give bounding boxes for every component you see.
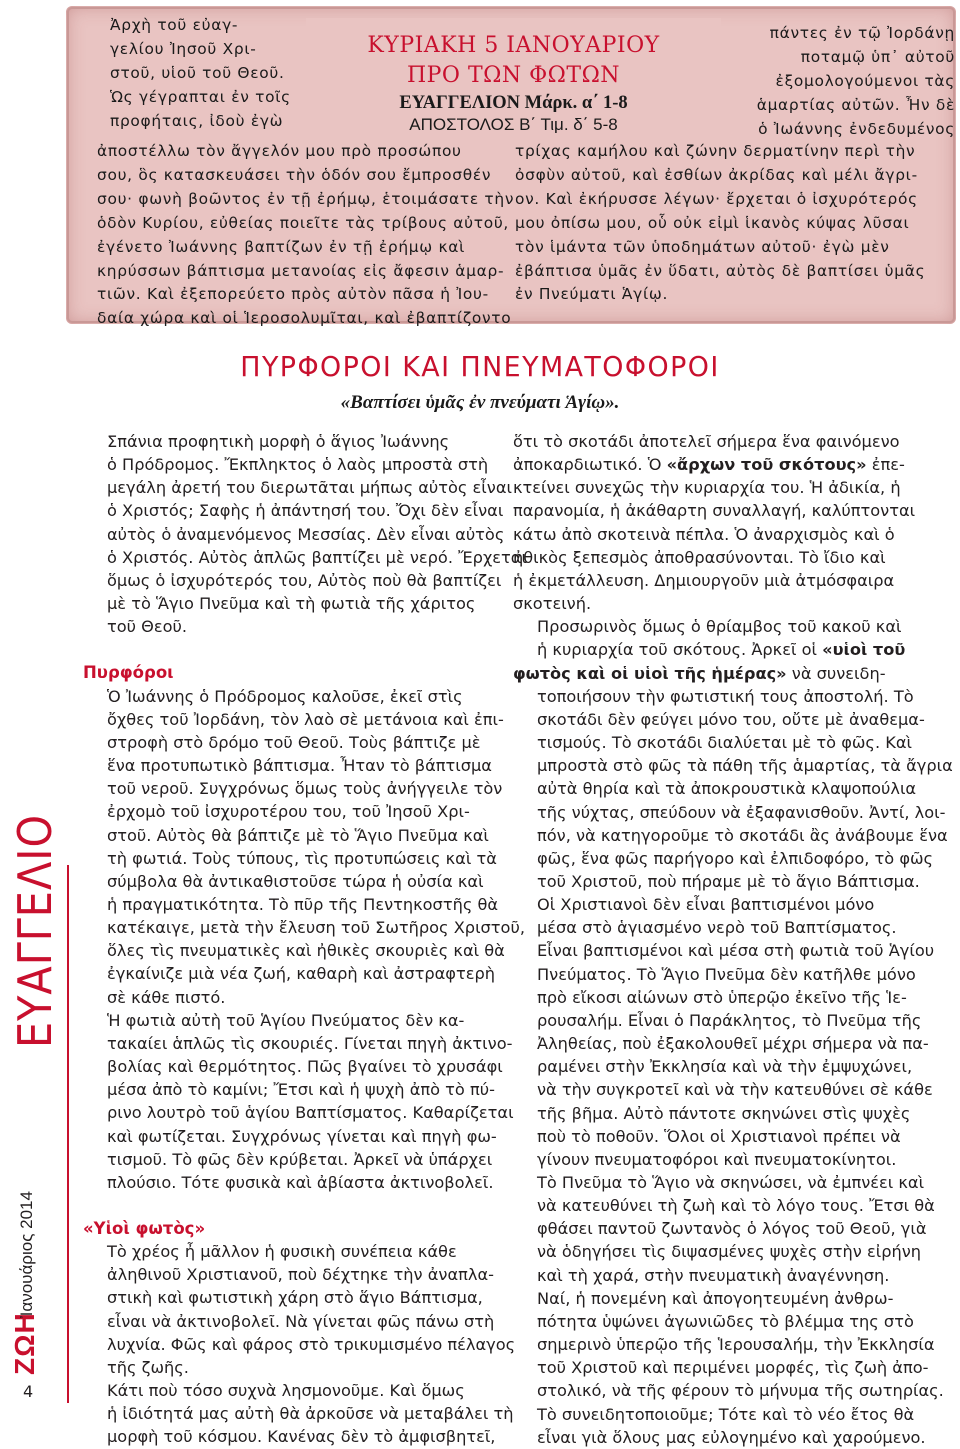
text-line: τισμούς. Τὸ σκοτάδι διαλύεται μὲ τὸ φῶς. Καὶ	[537, 733, 912, 753]
text-line: κηρύσσων βάπτισμα μετανοίας εἰς ἄφεσιν ἁμαρ-	[97, 261, 505, 280]
text-line: κτείνει συνεχῶς τὴν κυριαρχία του. Ἡ ἀδικία, ἡ	[513, 478, 901, 498]
text-line: προφήταις, ἰδοὺ ἐγὼ	[110, 111, 284, 130]
text-line: κατέκαιγε, μετὰ τὴν ἔλευση τοῦ Σωτῆρος Χριστοῦ,	[107, 918, 525, 938]
text-line: τῆς νύχτας, σπεύδουν νὰ ἐξαφανισθοῦν. Ἀντί, λοι-	[537, 802, 946, 822]
text-line: Ὁ Ἰωάννης ὁ Πρόδρομος καλοῦσε, ἐκεῖ στὶς	[107, 686, 463, 706]
apostle-reference: ΑΠΟΣΤΟΛΟΣ Β΄ Τιμ. δ΄ 5-8	[409, 115, 618, 134]
text-line: ἠθικὸς ξεπεσμὸς ἀποθρασύνονται. Τὸ ἴδιο καὶ	[513, 547, 886, 567]
text-line: Σπάνια προφητικὴ μορφὴ ὁ ἅγιος Ἰωάννης	[107, 432, 450, 451]
text-line: τρίχας καμήλου καὶ ζώνην δερματίνην περὶ τὴν	[515, 142, 916, 160]
text-line: τισμοῦ. Τὸ φῶς δὲν κρύβεται. Ἀρκεῖ νὰ ὑπάρχει	[107, 1149, 493, 1169]
text-line: ἡ ἐκμετάλλευση. Δημιουργοῦν μιὰ ἀτμόσφαιρα	[513, 570, 895, 590]
text-line: Εἶναι βαπτισμένοι καὶ μέσα στὴ φωτιὰ τοῦ Ἁγίου	[537, 941, 935, 961]
text-line: στοῦ. Αὐτὸς θὰ βάπτιζε μὲ τὸ Ἅγιο Πνεῦμα καὶ	[107, 825, 489, 845]
text-line: ραμένει στὴν Ἐκκλησία καὶ νὰ τὴν ἐμψυχώνει,	[537, 1057, 913, 1077]
text-line: ἐγκαίνιζε μιὰ νέα ζωή, καθαρὴ καὶ ἀστραφτερὴ	[107, 964, 495, 984]
text-line: ἡ πραγματικότητα. Τὸ πῦρ τῆς Πεντηκοστῆς θὰ	[107, 894, 499, 914]
text-line: ὁ Χριστός; Σαφὴς ἡ ἀπάντησή του. Ὄχι δὲν εἶναι	[107, 501, 504, 521]
paragraph	[83, 1240, 516, 1379]
text-line: τοῦ Χριστοῦ καὶ περιμένει μορφές, τὶς ζωὴ ἀπο-	[537, 1358, 929, 1378]
page-number: 4	[23, 1382, 34, 1401]
gospel-reference: ΕΥΑΓΓΕΛΙΟΝ Μάρκ. α΄ 1-8	[399, 93, 628, 113]
text-line: μπροστὰ στὸ φῶς τὰ πάθη τῆς ἁμαρτίας, τὰ ἄγρια	[537, 756, 953, 776]
text-line: τὸν ἱμάντα τῶν ὑποδημάτων αὐτοῦ· ἐγὼ μὲν	[515, 237, 890, 256]
text-line: Τὸ Πνεῦμα τὸ Ἅγιο νὰ σκηνώσει, νὰ ἐμπνέει καὶ	[537, 1173, 925, 1192]
text-line: εἶναι νὰ ἀκτινοβολεῖ. Νὰ γίνεται φῶς πάνω στὴ	[107, 1311, 495, 1331]
text-line: νὰ τὴν συγκροτεῖ καὶ νὰ τὴν κατευθύνει σὲ κάθε	[537, 1080, 933, 1100]
text-line: ἕνα προτυπωτικὸ βάπτισμα. Ἦταν τὸ βάπτισμα	[107, 756, 492, 776]
text-line: ὁδὸν Κυρίου, εὐθείας ποιεῖτε τὰς τρίβους αὐτοῦ,	[97, 213, 510, 232]
text-line: ἀποστέλλω τὸν ἄγγελόν μου πρὸ προσώπου	[97, 142, 462, 160]
text-line: Οἱ Χριστιανοὶ δὲν εἶναι βαπτισμένοι μόνο	[537, 895, 875, 915]
text-line: σκοτάδι δὲν φεύγει μόνο του, οὔτε μὲ ἀναθεμα-	[537, 709, 925, 729]
text-line: νὰ ὁδηγήσει τὶς διψασμένες ψυχὲς στὴν εἰρήνη	[537, 1242, 922, 1262]
text-line: φθάσει παντοῦ ζωντανὸς ὁ λόγος τοῦ Θεοῦ, γιὰ	[537, 1219, 927, 1239]
text-line: ρινο λουτρὸ τοῦ ἁγίου Βαπτίσματος. Καθαρίζεται	[107, 1103, 514, 1123]
text-line: φῶς, ἕνα φῶς παρήγορο καὶ ἐλπιδοφόρο, τὸ φῶς	[537, 848, 934, 868]
text-line: γίνουν πνευματοφόροι καὶ πνευματοκίνητοι.	[537, 1149, 897, 1169]
text-line: Ὡς γέγραπται ἐν τοῖς	[110, 87, 291, 106]
text-line: πόν, νὰ κατηγοροῦμε τὸ σκοτάδι ἂς ἀνάβουμε ἕνα	[537, 825, 948, 845]
text-line: Κάτι ποὺ τόσο συχνὰ λησμονοῦμε. Καὶ ὅμως	[107, 1381, 465, 1401]
text-line: ὁ Ἰωάννης ἐνδεδυμένος	[758, 119, 955, 138]
sidebar-rule	[67, 865, 69, 1403]
text-line: τῆς ζωῆς.	[107, 1357, 189, 1377]
paragraph	[83, 685, 525, 1009]
text-line: τιῶν. Καὶ ἐξεπορεύετο πρὸς αὐτὸν πᾶσα ἡ Ἰου-	[97, 285, 489, 304]
section-label: ΕΥΑΓΓΕΛΙΟ	[8, 813, 62, 1048]
text-line: πάντες ἐν τῷ Ἰορδάνῃ	[769, 24, 955, 42]
text-line: Ἀληθείας, ποὺ ἐξακολουθεῖ μέχρι σήμερα νὰ πα-	[537, 1034, 929, 1054]
paragraph: ὅτι τὸ σκοτάδι ἀποτελεῖ σήμερα ἕνα φαινόμενο ἀποκαρδιωτικό. Ὁ «ἄρχων τοῦ σκότους» ἐπε- κτείνει συνεχῶς τὴν κυριαρχία του. Ἡ ἀδικία, ἡ παρανομία, ἡ ἀκάθαρτη συναλλαγή, καλύπτονται κάτω ἀπὸ σκοτεινὰ πέπλα. Ὁ ἀναρχισμὸς καὶ ὁ ἠθικὸς ξεπεσμὸς ἀποθρασύνονται. Τὸ ἴδιο καὶ ἡ ἐκμετάλλευση. Δημιουργοῦν μιὰ ἀτμόσφαιρα σκοτεινή.	[513, 430, 943, 615]
issue-date: Ἰανουάριος 2014	[17, 1191, 36, 1318]
paragraph	[513, 1287, 943, 1449]
text-line: τοῦ Χριστοῦ, ποὺ πήραμε μὲ τὸ ἅγιο Βάπτισμα.	[537, 871, 920, 891]
subheading-sons-of-light: «Υἱοὶ φωτὸς»	[83, 1219, 206, 1238]
subheading-pyrfoροι: Πυρφόροι	[83, 663, 174, 683]
paragraph	[513, 615, 953, 893]
text-line: μέσα ἀπὸ τὸ καμίνι; Ἔτσι καὶ ἡ ψυχὴ ἀπὸ τὸ πύ-	[107, 1080, 495, 1100]
text-line: ὁ Χριστός. Αὐτὸς ἁπλῶς βαπτίζει μὲ νερό. Ἔρχεται	[107, 547, 527, 567]
text-line: ον. Καὶ ἐκήρυσσε λέγων· ἔρχεται ὁ ἰσχυρότερός	[515, 189, 918, 208]
text-line: στολικό, νὰ τῆς φέρουν τὸ μήνυμα τῆς σωτηρίας.	[537, 1381, 944, 1401]
text-line: ὄχθες τοῦ Ἰορδάνη, τὸν λαὸ σὲ μετάνοια καὶ ἐπι-	[107, 709, 504, 729]
article-title: ΠΥΡΦΟΡΟΙ ΚΑΙ ΠΝΕΥΜΑΤΟΦΟΡΟΙ	[240, 350, 720, 383]
text-line: τῆς βῆμα. Αὐτὸ πάντοτε σκηνώνει στὶς ψυχὲς	[537, 1103, 911, 1123]
text-line: μου ὀπίσω μου, οὗ οὐκ εἰμὶ ἱκανὸς κύψας λῦσαι	[515, 213, 910, 232]
text-line: σου, ὃς κατασκευάσει τὴν ὁδόν σου ἔμπροσθέν	[97, 165, 492, 184]
text-line: Ἀρχὴ τοῦ εὐαγ-	[110, 16, 239, 34]
text-line: μέσα στὸ ἁγιασμένο νερὸ τοῦ Βαπτίσματος.	[537, 918, 897, 938]
text-line: Τὸ χρέος ἦ μᾶλλον ἡ φυσικὴ συνέπεια κάθε	[107, 1242, 457, 1262]
text-line: στικὴ καὶ φωτιστικὴ χάρη στὸ ἅγιο Βάπτισμα,	[107, 1288, 483, 1308]
text-line: βολίας καὶ θερμότητος. Πῶς βγαίνει τὸ χρυσάφι	[107, 1057, 503, 1077]
article-subtitle: «Βαπτίσει ὑμᾶς ἐν πνεύματι Ἁγίῳ».	[340, 392, 620, 413]
text-line: δαία χώρα καὶ οἱ Ἱεροσολυμῖται, καὶ ἐβαπτίζοντο	[97, 309, 512, 328]
reading-feast-title: ΠΡΟ ΤΩΝ ΦΩΤΩΝ	[406, 63, 621, 88]
text-line: ρουσαλήμ. Εἶναι ὁ Παράκλητος, τὸ Πνεῦμα τῆς	[537, 1010, 922, 1030]
text-line: καὶ φωτίζεται. Συγχρόνως γίνεται καὶ πηγὴ φω-	[107, 1126, 497, 1146]
text-span: ἡ κυριαρχία τοῦ σκότους. Ἀρκεῖ οἱ	[537, 640, 823, 660]
reading-date-title: ΚΥΡΙΑΚΗ 5 ΙΑΝΟΥΑΡΙΟΥ	[367, 33, 660, 58]
text-line: πότητα ὑψώνει ἀγωνιῶδες τὸ βλέμμα της στὸ	[537, 1311, 914, 1331]
text-line: παρανομία, ἡ ἀκάθαρτη συναλλαγή, καλύπτονται	[513, 501, 916, 521]
reading-left-text	[97, 140, 515, 331]
text-line: τοῦ Θεοῦ.	[107, 617, 188, 637]
text-line: τοῦ νεροῦ. Συγχρόνως ὅμως τοὺς ἀνήγγειλε τὸν	[107, 779, 503, 799]
article-left-column	[83, 430, 527, 1449]
text-line: Προσωρινὸς ὅμως ὁ θρίαμβος τοῦ κακοῦ καὶ	[537, 617, 902, 637]
text-line: ὁ Πρόδρομος. Ἔκπληκτος ὁ λαὸς μπροστὰ στὴ	[107, 455, 489, 475]
bold-phrase: φωτὸς καὶ οἱ υἱοὶ τῆς ἡμέρας»	[513, 663, 787, 683]
text-line: καὶ τὴ χαρά, στὴν πνευματικὴ ἀναγέννηση.	[537, 1265, 890, 1285]
paragraph	[83, 1009, 514, 1194]
text-line: γελίου Ἰησοῦ Χρι-	[110, 39, 257, 58]
text-line: μὲ τὸ Ἅγιο Πνεῦμα καὶ τὴ φωτιὰ τῆς χάριτος	[107, 594, 476, 614]
text-line: ὀσφὺν αὐτοῦ, καὶ ἐσθίων ἀκρίδας καὶ μέλι ἄγρι-	[515, 165, 918, 184]
text-line: ἡ ἰδιότητά μας αὐτὴ θὰ ἀρκοῦσε νὰ μεταβάλει τὴ	[107, 1404, 514, 1424]
paragraph	[83, 1379, 514, 1448]
text-line: σκοτεινή.	[513, 594, 592, 614]
text-line: εἶναι γιὰ ὅλους μας εὐλογημένο καὶ χαρούμενο.	[537, 1427, 926, 1447]
reading-right-top	[725, 22, 955, 142]
article-right-column	[513, 430, 953, 1449]
text-line: νὰ κατευθύνει τὴ ζωὴ καὶ τὸ λόγο τους. Ἔτσι θὰ	[537, 1196, 935, 1216]
text-line: Πνεύματος. Τὸ Ἅγιο Πνεῦμα δὲν κατῆλθε μόνο	[537, 964, 916, 984]
text-line: λυχνία. Φῶς καὶ φάρος στὸ τρικυμισμένο πέλαγος	[107, 1334, 516, 1354]
text-line: σημερινὸ ὑπερῷο τῆς Ἱερουσαλήμ, τὴν Ἐκκλησία	[537, 1335, 935, 1355]
text-line: σου· φωνὴ βοῶντος ἐν τῇ ἐρήμῳ, ἑτοιμάσατε τὴν	[97, 189, 515, 208]
text-line: ποὺ τὸ ποθοῦν. Ὅλοι οἱ Χριστιανοὶ πρέπει νὰ	[537, 1126, 901, 1146]
bold-phrase: «υἱοὶ τοῦ	[822, 640, 906, 660]
text-line: μορφὴ τοῦ κόσμου. Κανένας δὲν τὸ ἀμφισβητεῖ,	[107, 1427, 496, 1447]
text-line: Τὸ συνειδητοποιοῦμε; Τότε καὶ τὸ νέο ἔτος θὰ	[537, 1404, 915, 1424]
text-line: ποταμῷ ὑπ᾽ αὐτοῦ	[800, 47, 955, 66]
text-line: πρὸ εἴκοσι αἰώνων στὸ ὑπερῷο ἐκεῖνο τῆς Ἱε-	[537, 987, 907, 1007]
text-line: αὐτὰ θηρία καὶ τὰ ἀποκρουστικὰ κλαψοπούλια	[537, 779, 917, 799]
text-line: ἀληθινοῦ Χριστιανοῦ, ποὺ δέχτηκε τὴν ἀναπλα-	[107, 1265, 494, 1285]
text-span: νὰ συνειδη-	[786, 663, 886, 683]
text-line: πλούσιο. Τότε φυσικὰ καὶ ἀβίαστα ἀκτινοβολεῖ.	[107, 1172, 494, 1192]
text-line: ἐβάπτισα ὑμᾶς ἐν ὕδατι, αὐτὸς δὲ βαπτίσει ὑμᾶς	[515, 261, 926, 280]
reading-right-text	[515, 140, 955, 307]
text-line: ἐγένετο Ἰωάννης βαπτίζων ἐν τῇ ἐρήμῳ καὶ	[97, 237, 466, 256]
text-line: ἐν Πνεύματι Ἁγίῳ.	[515, 285, 669, 304]
text-line: ἁμαρτίας αὐτῶν. Ἦν δὲ	[756, 95, 955, 114]
text-line: Ἡ φωτιὰ αὐτὴ τοῦ Ἁγίου Πνεύματος δὲν κα-	[107, 1010, 465, 1030]
magazine-name: ΖΩΗ	[9, 1312, 40, 1375]
paragraph	[83, 430, 527, 638]
text-line: τὴ φωτιά. Τοὺς τύπους, τὶς προτυπώσεις καὶ τὰ	[107, 848, 497, 868]
text-line: στοῦ, υἱοῦ τοῦ Θεοῦ.	[110, 63, 285, 82]
text-line: στροφὴ στὸ δρόμο τοῦ Θεοῦ. Τοὺς βάπτιζε μὲ	[107, 732, 481, 752]
bold-phrase: «ἄρχων τοῦ σκότους»	[666, 455, 867, 475]
text-line: τακαίει ἁπλῶς τὶς σκουριές. Γίνεται πηγὴ ἀκτινο-	[107, 1033, 513, 1053]
text-line: αὐτὸς ὁ ἀναμενόμενος Μεσσίας. Δὲν εἶναι αὐτὸς	[107, 524, 505, 544]
paragraph	[513, 893, 943, 1287]
text-line: μεγάλη ἀρετή του διερωτᾶται μήπως αὐτὸς εἶναι	[107, 478, 512, 498]
text-line: ὅμως ὁ ἰσχυρότερός του, Αὐτὸς ποὺ θὰ βαπτίζει	[107, 570, 502, 590]
text-line: κάτω ἀπὸ σκοτεινὰ πέπλα. Ὁ ἀναρχισμὸς καὶ ὁ	[513, 524, 895, 544]
text-line: ὅλες τὶς πνευματικὲς καὶ ἠθικὲς σκουριὲς καὶ θὰ	[107, 941, 505, 961]
text-line: τοποιήσουν τὴν φωτιστική τους ἀποστολή. Τὸ	[537, 686, 914, 706]
text-line: σύμβολα θὰ ἀντικαθιστοῦσε τώρα ἡ οὐσία καὶ	[107, 871, 484, 891]
reading-title-box	[306, 18, 721, 134]
text-line: ἐρχομὸ τοῦ ἰσχυροτέρου του, τοῦ Ἰησοῦ Χρι-	[107, 802, 470, 822]
text-line: Ναί, ἡ πονεμένη καὶ ἀπογοητευμένη ἀνθρω-	[537, 1288, 894, 1308]
reading-left-top	[110, 14, 310, 134]
text-line: ἐξομολογούμενοι τὰς	[775, 71, 955, 90]
text-line: σὲ κάθε πιστό.	[107, 987, 226, 1007]
